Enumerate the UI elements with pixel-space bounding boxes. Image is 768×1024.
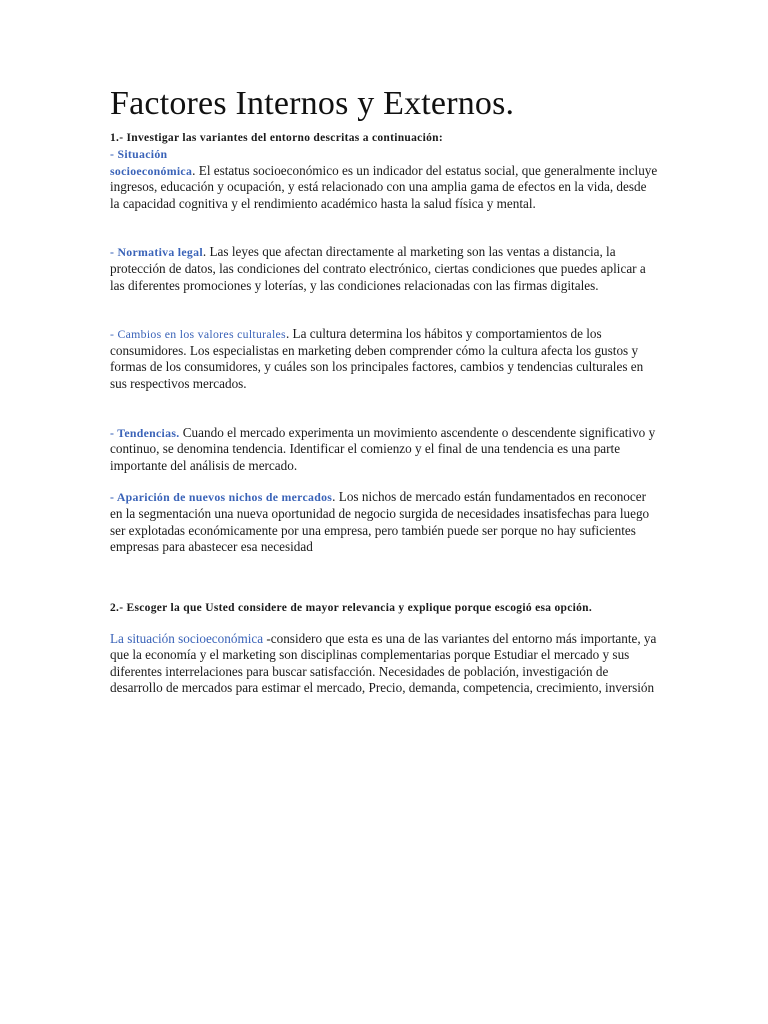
section-body: . Los nichos de mercado están fundamentados en reconocer en la segmentación una nueva oportunidad de negocio surgida de necesidades insatisfechas para luego ser explotadas económicamente por una empresa, pero también puede ser porque no hay suficientes empresas para abastecer esa necesidad bbox=[110, 489, 650, 555]
section-body: Cuando el mercado experimenta un movimiento ascendente o descendente significativo y continuo, se denomina tendencia. Identificar el comienzo y el final de una tendencia es una parte importante del análisis de mercado. bbox=[110, 424, 656, 473]
section-body: . Las leyes que afectan directamente al marketing son las ventas a distancia, la protección de datos, las condiciones del contrato electrónico, ciertas condiciones que puedes aplicar a las diferentes promociones y loterías, y las condiciones relacionadas con las firmas digitales. bbox=[110, 244, 646, 293]
section-cambios-valores-culturales bbox=[110, 326, 658, 392]
answer-heading: La situación socioeconómica bbox=[110, 630, 264, 646]
section-heading: - Situación bbox=[110, 147, 168, 161]
section-heading: - Cambios en los valores culturales bbox=[110, 327, 286, 342]
document-title: Factores Internos y Externos. bbox=[110, 85, 515, 122]
section-heading: - Tendencias. bbox=[110, 425, 180, 440]
question-1: 1.- Investigar las variantes del entorno descritas a continuación: bbox=[110, 132, 443, 144]
section-heading: - Aparición de nuevos nichos de mercados bbox=[110, 490, 333, 505]
document-page bbox=[110, 84, 658, 710]
question-2: 2.- Escoger la que Usted considere de mayor relevancia y explique porque escogió esa opción. bbox=[110, 601, 593, 614]
section-tendencias bbox=[110, 425, 658, 475]
answer-body: -considero que esta es una de las variantes del entorno más importante, ya que la economía y el marketing son disciplinas complementarias porque Estudiar el mercado y sus diferentes interrelaciones para buscar satisfacción. Necesidades de población, investigación de desarrollo de mercados para estimar el mercado, Precio, demanda, competencia, crecimiento, inversión bbox=[110, 630, 657, 696]
section-body: . El estatus socioeconómico es un indicador del estatus social, que generalmente incluye ingresos, educación y ocupación, y está relacionado con una amplia gama de efectos en la vida, desde la capacidad cognitiva y el rendimiento académico hasta la salud física y mental. bbox=[110, 162, 658, 211]
section-body: . La cultura determina los hábitos y comportamientos de los consumidores. Los especialistas en marketing deben comprender cómo la cultura afecta los gustos y formas de los consumidores, y cuáles son los principales factores, cambios y tendencias culturales en sus respectivos mercados. bbox=[110, 326, 644, 391]
section-normativa-legal bbox=[110, 244, 658, 294]
answer-paragraph bbox=[110, 631, 658, 697]
section-nuevos-nichos bbox=[110, 489, 658, 555]
section-heading-cont: socioeconómica bbox=[110, 163, 193, 178]
section-heading: - Normativa legal bbox=[110, 245, 203, 260]
section-situacion-socioeconomica bbox=[110, 146, 658, 212]
